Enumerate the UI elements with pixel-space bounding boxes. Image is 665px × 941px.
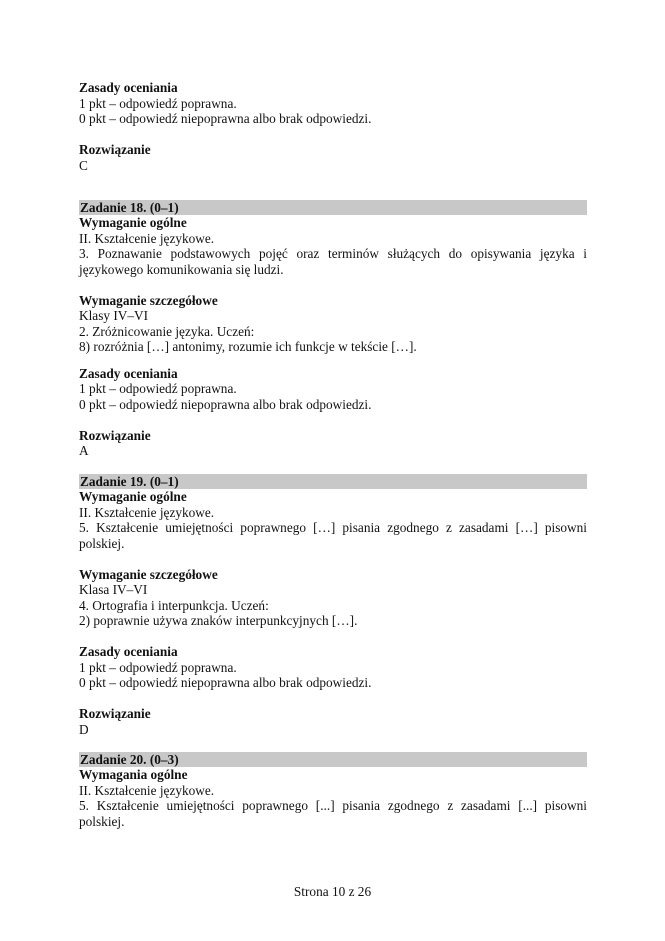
detail-line: 2) poprawnie używa znaków interpunkcyjnych […]. [79,613,358,628]
general-line: II. Kształcenie językowe. [79,230,215,246]
solution-heading: Rozwiązanie [79,142,151,157]
detail-line: 8) rozróżnia […] antonimy, rozumie ich funkcje w tekście […]. [79,339,417,354]
grading-heading: Zasady oceniania [79,80,178,95]
task-18 [79,200,587,459]
task-title: Zadanie 20. (0–3) [79,752,587,767]
grading-line: 0 pkt – odpowiedź niepoprawna albo brak odpowiedzi. [79,675,372,690]
general-heading: Wymaganie ogólne [79,215,187,230]
grading-line: 1 pkt – odpowiedź poprawna. [79,95,237,111]
task-title: Zadanie 18. (0–1) [79,200,587,215]
general-line: 5. Kształcenie umiejętności poprawnego […] pisania zgodnego z zasadami […] pisowni polskiej. [79,520,587,551]
general-heading: Wymaganie ogólne [79,489,187,504]
grading-line: 1 pkt – odpowiedź poprawna. [79,659,237,675]
detail-heading: Wymaganie szczegółowe [79,566,218,582]
detail-line: 4. Ortografia i interpunkcja. Uczeń: [79,597,269,613]
general-line: II. Kształcenie językowe. [79,504,215,520]
grading-line: 0 pkt – odpowiedź niepoprawna albo brak odpowiedzi. [79,396,372,412]
task-title: Zadanie 19. (0–1) [79,474,587,489]
general-line: 5. Kształcenie umiejętności poprawnego [...] pisania zgodnego z zasadami [...] pisowni polskiej. [79,798,587,829]
grading-heading: Zasady oceniania [79,644,178,659]
detail-line: Klasa IV–VI [79,582,148,597]
solution-heading: Rozwiązanie [79,427,151,443]
grading-line: 1 pkt – odpowiedź poprawna. [79,381,237,396]
top-section [79,80,587,173]
solution: A [79,443,89,458]
solution-heading: Rozwiązanie [79,706,151,721]
page-number: Strona 10 z 26 [293,884,372,899]
grading-line: 0 pkt – odpowiedź niepoprawna albo brak odpowiedzi. [79,111,372,126]
detail-line: 2. Zróżnicowanie języka. Uczeń: [79,323,255,339]
detail-line: Klasy IV–VI [79,308,149,323]
solution: D [79,721,89,737]
grading-heading: Zasady oceniania [79,365,178,381]
task-19 [79,474,587,737]
task-20 [79,752,587,829]
solution: C [79,157,88,173]
detail-heading: Wymaganie szczegółowe [79,292,218,308]
general-line: II. Kształcenie językowe. [79,782,215,798]
general-heading: Wymagania ogólne [79,767,188,782]
general-line: 3. Poznawanie podstawowych pojęć oraz terminów służących do opisywania języka i językowego komunikowania się ludzi. [79,246,587,277]
